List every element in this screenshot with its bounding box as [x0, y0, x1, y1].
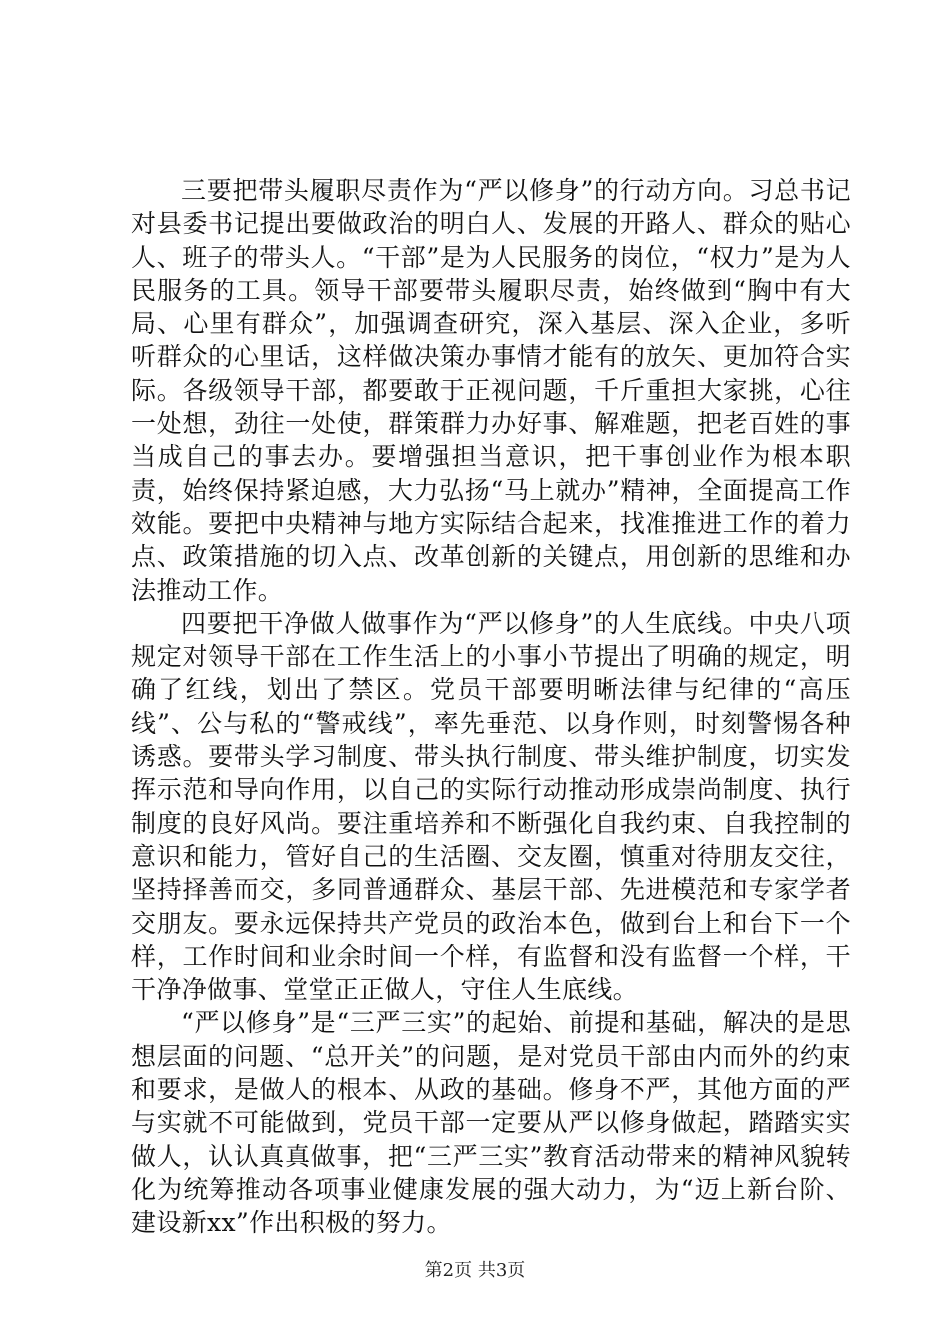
page-footer: 第2页 共3页 [424, 1260, 526, 1281]
paragraph-1: 三要把带头履职尽责作为“严以修身”的行动方向。习总书记对县委书记提出要做政治的明白人、发展的开路人、群众的贴心人、班子的带头人。“干部”是为人民服务的岗位，“权力”是为人民服务的工具。领导干部要带头履职尽责，始终做到“胸中有大局、心里有群众”，加强调查研究，深入基层、深入企业，多听听群众的心里话，这样做决策办事情才能有的放矢、更加符合实际。各级领导干部，都要敢于正视问题，千斤重担大家挑，心往一处想，劲往一处使，群策群力办好事、解难题，把老百姓的事当成自己的事去办。要增强担当意识，把干事创业作为根本职责，始终保持紧迫感，大力弘扬“马上就办”精神，全面提高工作效能。要把中央精神与地方实际结合起来，找准推进工作的着力点、政策措施的切入点、改革创新的关键点，用创新的思维和办法推动工作。 [131, 176, 851, 605]
document-body [131, 174, 851, 1240]
paragraph-3: “严以修身”是“三严三实”的起始、前提和基础，解决的是思想层面的问题、“总开关”的问题，是对党员干部由内而外的约束和要求，是做人的根本、从政的基础。修身不严，其他方面的严与实就不可能做到，党员干部一定要从严以修身做起，踏踏实实做人，认认真真做事，把“三严三实”教育活动带来的精神风貌转化为统筹推动各项事业健康发展的强大动力，为“迈上新台阶、建设新xx”作出积极的努力。 [131, 1008, 851, 1238]
paragraph-2: 四要把干净做人做事作为“严以修身”的人生底线。中央八项规定对领导干部在工作生活上的小事小节提出了明确的规定，明确了红线，划出了禁区。党员干部要明晰法律与纪律的“高压线”、公与私的“警戒线”，率先垂范、以身作则，时刻警惕各种诱惑。要带头学习制度、带头执行制度、带头维护制度，切实发挥示范和导向作用，以自己的实际行动推动形成崇尚制度、执行制度的良好风尚。要注重培养和不断强化自我约束、自我控制的意识和能力，管好自己的生活圈、交友圈，慎重对待朋友交往，坚持择善而交，多同普通群众、基层干部、先进模范和专家学者交朋友。要永远保持共产党员的政治本色，做到台上和台下一个样，工作时间和业余时间一个样，有监督和没有监督一个样，干干净净做事、堂堂正正做人，守住人生底线。 [131, 608, 851, 1005]
